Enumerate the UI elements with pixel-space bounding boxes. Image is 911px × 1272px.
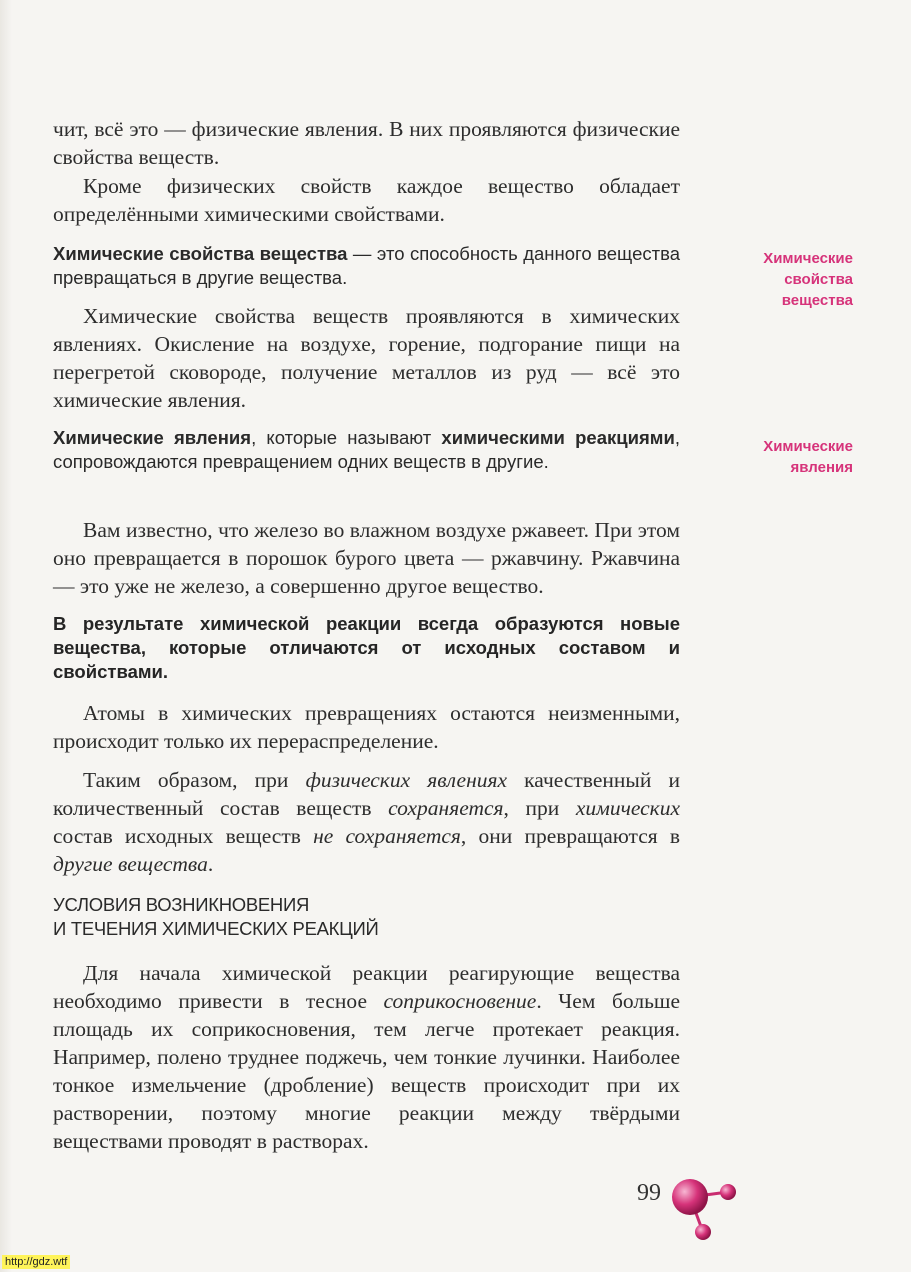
conditions-text-2: . Чем больше площадь их соприкосновения, тем легче протекает реакция. Например, полено труднее поджечь, чем тонкие лучинки. Наиболее тонкое измельчение (дробление) веществ происходит при их растворении, поэтому многие реакции между твёрдыми веществами проводят в растворах. (53, 989, 680, 1153)
paragraph-chemical-phenomena-examples: Химические свойства веществ проявляются в химических явлениях. Окисление на воздухе, горение, подгорание пищи на перегретой сковороде, получение металлов из руд — всё это химические явления. (53, 304, 680, 412)
margin-note-chemical-phenomena: Химические явления (763, 438, 853, 476)
term-chemical-reactions: химическими реакциями (441, 427, 675, 448)
summary-emphasis-physical: физических явлениях (305, 768, 508, 792)
paragraph-summary (53, 766, 680, 878)
term-chemical-properties: Химические свойства вещества (53, 243, 348, 264)
summary-emphasis-chemical: химических (575, 796, 681, 820)
summary-text-2: качественный и количественный состав веществ (53, 768, 680, 820)
summary-text-3: , при (503, 796, 576, 820)
paragraph-chemical-properties-intro: Кроме физических свойств каждое вещество обладает определёнными химическими свойствами. (53, 174, 680, 226)
section-heading-line-2: И ТЕЧЕНИЯ ХИМИЧЕСКИХ РЕАКЦИЙ (53, 918, 379, 939)
summary-text-1: Таким образом, при (83, 768, 306, 792)
paragraph-physical-phenomena: чит, всё это — физические явления. В них проявляются физические свойства веществ. (53, 117, 680, 169)
conditions-emphasis-contact: соприкосновение (383, 989, 537, 1013)
definition-chemical-properties-text: — это способность данного вещества превращаться в другие вещества. (53, 243, 680, 288)
watermark-link[interactable]: http://gdz.wtf (2, 1255, 70, 1269)
paragraph-iron-rust: Вам известно, что железо во влажном воздухе ржавеет. При этом оно превращается в порошок бурого цвета — ржавчину. Ржавчина — это уже не железо, а совершенно другое вещество. (53, 518, 680, 598)
paragraph-reaction-conditions (53, 959, 680, 1155)
summary-emphasis-preserved: сохраняется (388, 796, 504, 820)
term-chemical-phenomena: Химические явления (53, 427, 252, 448)
definition-chemical-phenomena (53, 426, 680, 474)
section-heading (53, 893, 680, 941)
page-number: 99 (637, 1180, 661, 1206)
definition-chemical-properties (53, 242, 680, 290)
summary-text-6: . (207, 852, 214, 876)
conditions-text-1: Для начала химической реакции реагирующие вещества необходимо привести в тесное (53, 961, 680, 1013)
definition-connector-text: , которые называют (251, 427, 442, 448)
summary-emphasis-other-substances: другие вещества (53, 852, 208, 876)
page-edge (0, 0, 12, 1272)
section-heading-line-1: УСЛОВИЯ ВОЗНИКНОВЕНИЯ (53, 894, 310, 915)
summary-emphasis-not-preserved: не сохраняется (313, 824, 461, 848)
summary-text-4: состав исходных веществ (53, 824, 314, 848)
molecule-icon (668, 1170, 748, 1250)
paragraph-atoms: Атомы в химических превращениях остаются неизменными, происходит только их перераспределение. (53, 701, 680, 753)
rule-new-substances: В результате химической реакции всегда образуются новые вещества, которые отличаются от исходных составом и свойствами. (53, 613, 680, 682)
definition-chemical-phenomena-text: , сопровождаются превращением одних веществ в другие. (53, 427, 681, 472)
summary-text-5: , они превращаются в (460, 824, 681, 848)
margin-note-chemical-properties: Химические свойства вещества (763, 250, 853, 309)
